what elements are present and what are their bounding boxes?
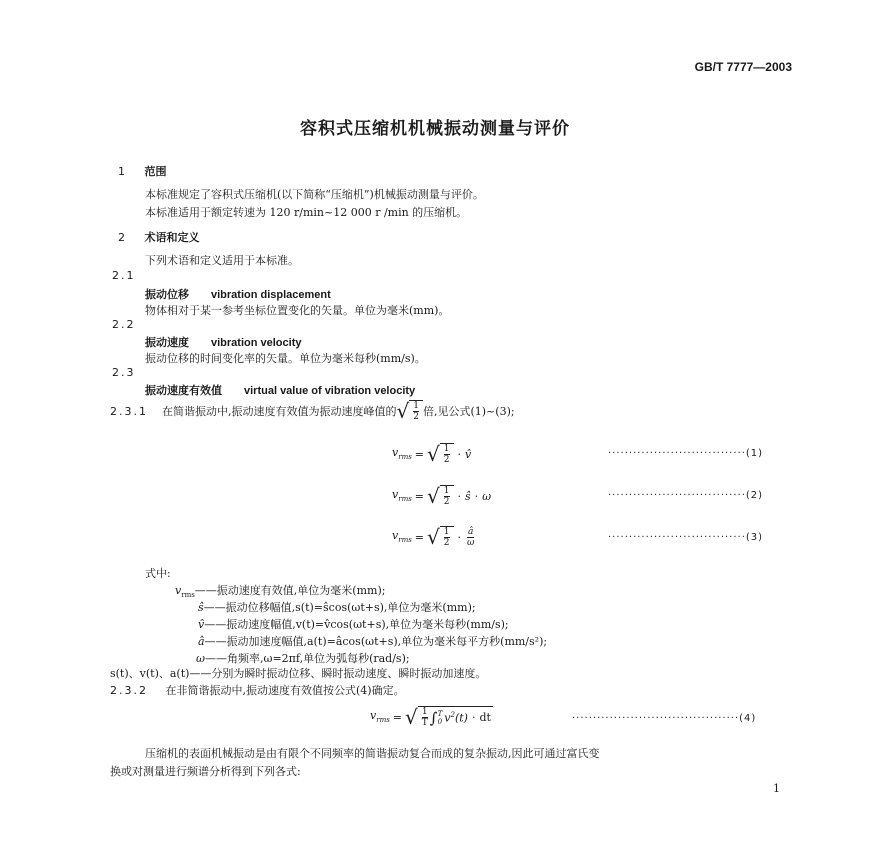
definition-s-hat-symbol: ŝ	[198, 601, 204, 614]
standard-number: GB/T 7777—2003	[694, 60, 792, 74]
definition-a-hat-text: ——振动加速度幅值,a(t)=âcos(ωt+s),单位为毫米每平方秒(mm/s²);	[204, 635, 548, 648]
clause-2-1-number: 2.1	[112, 269, 136, 282]
term-2-2	[145, 334, 301, 350]
clause-2-3-1-text-b: 倍,见公式(1)~(3);	[422, 405, 515, 418]
formula-2: $v_{rms}$ = √ $\frac{1}{2}$ · ŝ · ω	[392, 484, 492, 508]
term-2-3-en: virtual value of vibration velocity	[244, 385, 416, 397]
definition-a-hat	[198, 633, 547, 649]
clause-2-2-number: 2.2	[112, 318, 136, 331]
formula-1-leader: ·································(1)	[608, 448, 764, 459]
section-2-title: 术语和定义	[144, 231, 200, 244]
term-2-1	[145, 286, 331, 302]
definition-vrms-sub: rms	[181, 591, 195, 600]
term-2-1-definition: 物体相对于某一参考坐标位置变化的矢量。单位为毫米(mm)。	[145, 304, 450, 317]
page-number: 1	[773, 782, 780, 795]
term-2-3	[145, 382, 415, 398]
section-2-number: 2	[118, 231, 125, 244]
definition-s-hat	[198, 599, 476, 615]
definition-omega	[196, 650, 410, 666]
formula-4: $v_{rms}$ = √ $\frac{1}{T}$ ∫ T 0 $v^2(t)$ · dt	[370, 705, 491, 729]
document-title: 容积式压缩机机械振动测量与评价	[300, 119, 570, 139]
definition-v-hat	[198, 616, 509, 632]
definition-vrms-text: ——振动速度有效值,单位为毫米(mm);	[194, 584, 386, 597]
section-2-heading	[118, 229, 200, 245]
closing-paragraph-line-2: 换或对测量进行频谱分析得到下列各式:	[110, 765, 301, 778]
formula-3: $v_{rms}$ = √ $\frac{1}{2}$ · $\frac{â}{\omega}$	[392, 525, 475, 549]
definition-vrms-symbol: v	[175, 584, 182, 597]
definition-omega-symbol: ω	[196, 652, 205, 665]
clause-2-3-1	[110, 400, 515, 422]
formula-1-number: (1)	[745, 448, 764, 459]
definition-omega-text: ——角频率,ω=2πf,单位为弧每秒(rad/s);	[204, 652, 410, 665]
formula-4-number: (4)	[739, 713, 757, 724]
formula-2-leader: ·································(2)	[608, 490, 764, 501]
clause-2-3-2-number: 2.3.2	[110, 684, 148, 697]
term-2-1-en: vibration displacement	[211, 289, 331, 301]
formula-3-number: (3)	[745, 532, 764, 543]
term-2-3-zh: 振动速度有效值	[145, 384, 222, 397]
term-2-1-zh: 振动位移	[145, 288, 189, 301]
section-1-number: 1	[118, 165, 125, 178]
closing-paragraph-line-1: 压缩机的表面机械振动是由有限个不同频率的简谐振动复合而成的复杂振动,因此可通过富氏变	[145, 747, 600, 760]
section-1-para-1: 本标准规定了容积式压缩机(以下简称“压缩机”)机械振动测量与评价。	[145, 188, 484, 201]
clause-2-3-1-text-a: 在简谐振动中,振动速度有效值为振动速度峰值的	[162, 405, 397, 418]
section-1-heading	[118, 163, 167, 179]
clause-2-3-2	[110, 682, 405, 698]
clause-2-3-2-text: 在非简谐振动中,振动速度有效值按公式(4)确定。	[165, 684, 405, 697]
section-2-para-1: 下列术语和定义适用于本标准。	[145, 254, 299, 267]
definition-a-hat-symbol: â	[198, 635, 205, 648]
formula-3-leader: ·································(3)	[608, 532, 764, 543]
section-1-para-2: 本标准适用于额定转速为 120 r/min~12 000 r /min 的压缩机。	[145, 206, 468, 219]
formula-1: $v_{rms}$ = √ $\frac{1}{2}$ · v̂	[392, 442, 472, 466]
section-1-title: 范围	[144, 165, 167, 178]
where-label: 式中:	[145, 567, 171, 580]
term-2-2-definition: 振动位移的时间变化率的矢量。单位为毫米每秒(mm/s)。	[145, 352, 426, 365]
clause-2-3-1-number: 2.3.1	[110, 404, 148, 418]
term-2-2-en: vibration velocity	[211, 337, 302, 349]
formula-4-leader: ········································(4)	[572, 713, 757, 724]
sqrt-half-symbol: √ $\frac{1}{2}$	[397, 400, 423, 422]
definition-s-hat-text: ——振动位移幅值,s(t)=ŝcos(ωt+s),单位为毫米(mm);	[203, 601, 476, 614]
clause-2-3-number: 2.3	[112, 366, 136, 379]
term-2-2-zh: 振动速度	[145, 336, 189, 349]
definition-instantaneous: s(t)、v(t)、a(t)——分别为瞬时振动位移、瞬时振动速度、瞬时振动加速度。	[110, 667, 487, 680]
definition-v-hat-text: ——振动速度幅值,v(t)=v̂cos(ωt+s),单位为毫米每秒(mm/s);	[204, 618, 509, 631]
definition-v-hat-symbol: v̂	[198, 618, 205, 631]
definition-vrms	[175, 582, 385, 599]
formula-2-number: (2)	[745, 490, 764, 501]
